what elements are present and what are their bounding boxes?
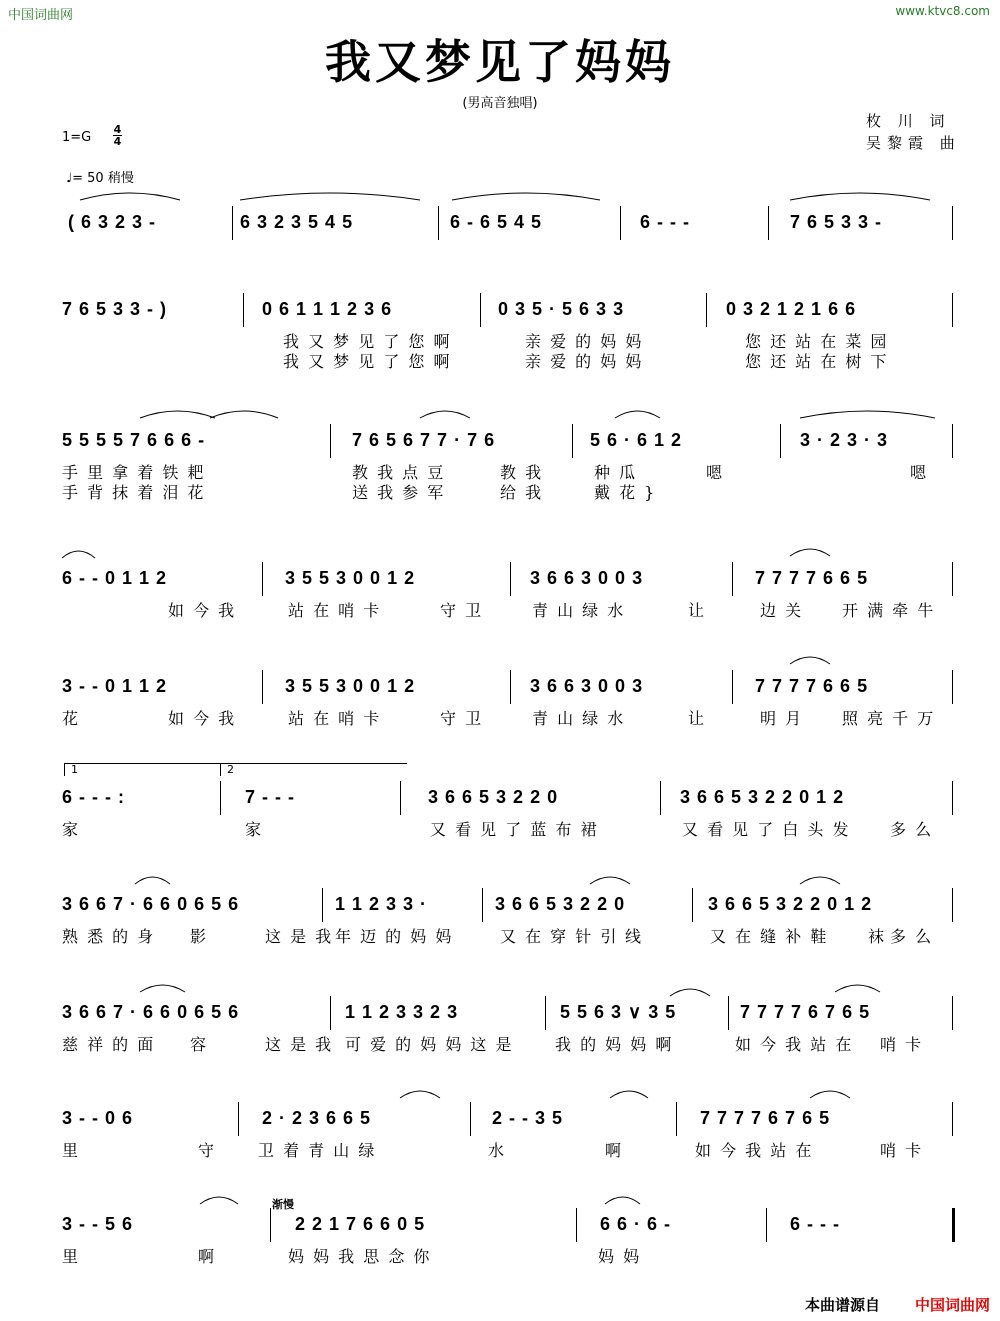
slur-arc (140, 985, 185, 992)
measure-notes: 6 - 6 5 4 5 (450, 212, 543, 232)
slur-arc (210, 411, 278, 418)
lyric-line-1: 这 是 我 (265, 1035, 334, 1054)
measure-notes: 7 7 7 7 6 6 5 (755, 676, 869, 696)
measure-notes: 7 7 7 7 6 7 6 5 (700, 1108, 831, 1128)
measure-notes: 3 6 6 5 3 2 2 0 (495, 894, 626, 914)
lyric-line-1: 妈 妈 (598, 1247, 642, 1266)
tempo-marking: ♩= 50 稍慢 (66, 171, 134, 186)
slur-arc (400, 1091, 440, 1098)
slur-arc (452, 193, 600, 200)
site-logo-text: 中国词曲网 (8, 8, 74, 23)
slur-arc (610, 1091, 648, 1098)
slur-arc (790, 657, 830, 664)
measure-notes: 7 6 5 6 7 7 · 7 6 (352, 430, 496, 450)
slur-arc (605, 1197, 640, 1204)
measure-notes: 5 6 · 6 1 2 (590, 430, 683, 450)
lyric-line-1: 多 么 (890, 927, 934, 946)
measure-notes: 7 - - - (245, 787, 295, 807)
lyric-line-1: 让 (688, 601, 707, 620)
measure-notes: 0 3 5 · 5 6 3 3 (498, 299, 625, 319)
measure-notes: 1 1 2 3 3 · (335, 894, 428, 914)
lyric-line-1: 啊 (198, 1247, 217, 1266)
lyric-line-1: 如 今 我 (168, 601, 237, 620)
lyric-line-1: 站 在 哨 卡 (288, 709, 382, 728)
slur-arc (590, 877, 630, 884)
lyric-line-2: 戴 花 } (594, 483, 657, 502)
measure-notes: 3 - - 5 6 (62, 1214, 134, 1234)
lyric-line-2: 亲 爱 的 妈 妈 (525, 352, 644, 371)
lyric-line-1: 如 今 我 (168, 709, 237, 728)
lyric-line-1: 站 在 哨 卡 (288, 601, 382, 620)
lyric-line-1: 哨 卡 (880, 1035, 924, 1054)
lyric-line-1: 又 看 见 了 白 头 发 (682, 820, 851, 839)
measure-notes: 3 6 6 7 · 6 6 0 6 5 6 (62, 1002, 240, 1022)
measure-notes: 3 6 6 5 3 2 2 0 (428, 787, 559, 807)
lyric-line-1: 如 今 我 站 在 (695, 1141, 814, 1160)
lyric-line-1: 又 在 缝 补 鞋 (710, 927, 829, 946)
lyricist-credit: 枚 川 词 (866, 112, 951, 130)
measure-notes: 7 7 7 7 6 6 5 (755, 568, 869, 588)
lyric-line-1: 青 山 绿 水 (532, 709, 626, 728)
slur-arc (420, 411, 470, 418)
measure-notes: 3 5 5 3 0 0 1 2 (285, 568, 416, 588)
measure-notes: 5 5 5 5 7 6 6 6 - (62, 430, 206, 450)
lyric-line-1: 嗯 (910, 463, 929, 482)
lyric-line-1: 嗯 (706, 463, 725, 482)
slur-arc (670, 989, 710, 996)
lyric-line-1: 这 是 我 (265, 927, 334, 946)
lyric-line-1: 青 山 绿 水 (532, 601, 626, 620)
slur-arc (835, 985, 880, 992)
measure-notes: 3 - - 0 6 (62, 1108, 134, 1128)
lyric-line-1: 开 满 牵 牛 (842, 601, 936, 620)
measure-notes: 3 6 6 3 0 0 3 (530, 568, 644, 588)
lyric-line-1: 如 今 我 站 在 (735, 1035, 854, 1054)
measure-notes: 2 2 1 7 6 6 0 5 (295, 1214, 426, 1234)
measure-notes: 6 - - - (790, 1214, 840, 1234)
measure-notes: 3 6 6 5 3 2 2 0 1 2 (680, 787, 845, 807)
lyric-line-1: 里 (62, 1247, 81, 1266)
lyric-line-2: 给 我 (500, 483, 544, 502)
lyric-line-1: 啊 (605, 1141, 624, 1160)
measure-notes: 7 6 5 3 3 - (790, 212, 883, 232)
slur-arc (800, 411, 935, 418)
lyric-line-1: 可 爱 的 妈 妈 这 是 (345, 1035, 514, 1054)
lyric-line-1: 卫 着 青 山 绿 (258, 1141, 377, 1160)
slur-arc (790, 193, 930, 200)
lyric-line-1: 又 看 见 了 蓝 布 裙 (430, 820, 599, 839)
lyric-line-1: 明 月 (760, 709, 804, 728)
lyric-line-1: 种 瓜 (594, 463, 638, 482)
song-title: 我又梦见了妈妈 (325, 35, 675, 89)
lyric-line-1: 线 (625, 927, 644, 946)
source-site[interactable]: 中国词曲网 (914, 1296, 990, 1314)
measure-notes: 5 5 6 3 ∨ 3 5 (560, 1002, 677, 1022)
slur-arc (790, 549, 830, 556)
song-subtitle: (男高音独唱) (462, 96, 538, 111)
slur-arc (135, 877, 170, 884)
lyric-line-1: 花 (62, 709, 81, 728)
measure-notes: 2 - - 3 5 (492, 1108, 564, 1128)
lyric-line-1: 亲 爱 的 妈 妈 (525, 332, 644, 351)
measure-notes: 3 5 5 3 0 0 1 2 (285, 676, 416, 696)
measure-notes: 2 · 2 3 6 6 5 (262, 1108, 372, 1128)
lyric-line-1: 照 亮 千 万 (842, 709, 936, 728)
lyric-line-1: 家 (245, 820, 264, 839)
measure-notes: 3 - - 0 1 1 2 (62, 676, 168, 696)
lyric-line-1: 熟 悉 的 身 (62, 927, 156, 946)
measure-notes: 1 1 2 3 3 2 3 (345, 1002, 459, 1022)
lyric-line-1: 守 卫 (440, 601, 484, 620)
slur-arc (80, 193, 180, 200)
measure-notes: 3 · 2 3 · 3 (800, 430, 889, 450)
measure-notes: 0 6 1 1 1 2 3 6 (262, 299, 393, 319)
lyric-line-1: 袜 (868, 927, 887, 946)
slur-arc (240, 193, 420, 200)
lyric-line-1: 妈 妈 我 思 念 你 (288, 1247, 432, 1266)
lyric-line-2: 手 背 抹 着 泪 花 (62, 483, 206, 502)
measure-notes: 0 3 2 1 2 1 6 6 (726, 299, 857, 319)
lyric-line-1: 手 里 拿 着 铁 耙 (62, 463, 206, 482)
slur-arc (200, 1197, 238, 1204)
slur-arc (810, 1091, 850, 1098)
measure-notes: 6 - - 0 1 1 2 (62, 568, 168, 588)
lyric-line-2: 您 还 站 在 树 下 (745, 352, 889, 371)
slur-arc (800, 877, 840, 884)
lyric-line-1: 哨 卡 (880, 1141, 924, 1160)
lyric-line-1: 守 (198, 1141, 217, 1160)
lyric-line-2: 我 又 梦 见 了 您 啊 (283, 352, 452, 371)
lyric-line-2: 送 我 参 军 (352, 483, 446, 502)
measure-notes: 3 6 6 7 · 6 6 0 6 5 6 (62, 894, 240, 914)
lyric-line-1: 守 卫 (440, 709, 484, 728)
composer-credit: 吴黎霞 曲 (866, 134, 961, 152)
slur-arc (140, 411, 215, 418)
lyric-line-1: 年 迈 的 妈 妈 (335, 927, 454, 946)
lyric-line-1: 影 (190, 927, 209, 946)
measure-notes: 7 7 7 7 6 7 6 5 (740, 1002, 871, 1022)
lyric-line-1: 多 么 (890, 820, 934, 839)
lyric-line-1: 家 (62, 820, 81, 839)
lyric-line-1: 您 还 站 在 菜 园 (745, 332, 889, 351)
measure-notes: 6 3 2 3 5 4 5 (240, 212, 354, 232)
lyric-line-1: 里 (62, 1141, 81, 1160)
lyric-line-1: 我 又 梦 见 了 您 啊 (283, 332, 452, 351)
lyric-line-1: 边 关 (760, 601, 804, 620)
lyric-line-1: 慈 祥 的 面 (62, 1035, 156, 1054)
measure-notes: ( 6 3 2 3 - (68, 212, 157, 232)
key-signature: 1=G (62, 130, 92, 145)
lyric-line-1: 让 (688, 709, 707, 728)
lyric-line-1: 水 (488, 1141, 507, 1160)
tempo-change-mark: 渐慢 (272, 1198, 294, 1211)
measure-notes: 6 6 · 6 - (600, 1214, 672, 1234)
lyric-line-1: 容 (190, 1035, 209, 1054)
lyric-line-1: 教 我 点 豆 (352, 463, 446, 482)
volta-bracket-2: 2 (220, 763, 407, 776)
source-label: 本曲谱源自 (804, 1296, 880, 1314)
measure-notes: 7 6 5 3 3 - ) (62, 299, 168, 319)
slur-arc (62, 551, 95, 558)
time-bottom: 4 (113, 135, 122, 148)
lyric-line-1: 教 我 (500, 463, 544, 482)
measure-notes: 6 - - - (640, 212, 690, 232)
site-url[interactable]: www.ktvc8.com (895, 4, 990, 18)
measure-notes: 3 6 6 5 3 2 2 0 1 2 (708, 894, 873, 914)
volta-bracket-1: 1 (64, 763, 221, 776)
slur-arc (615, 411, 660, 418)
measure-notes: 6 - - - : (62, 787, 125, 807)
lyric-line-1: 我 的 妈 妈 啊 (555, 1035, 674, 1054)
lyric-line-1: 又 在 穿 针 引 (500, 927, 619, 946)
time-top: 4 (113, 123, 122, 136)
measure-notes: 3 6 6 3 0 0 3 (530, 676, 644, 696)
